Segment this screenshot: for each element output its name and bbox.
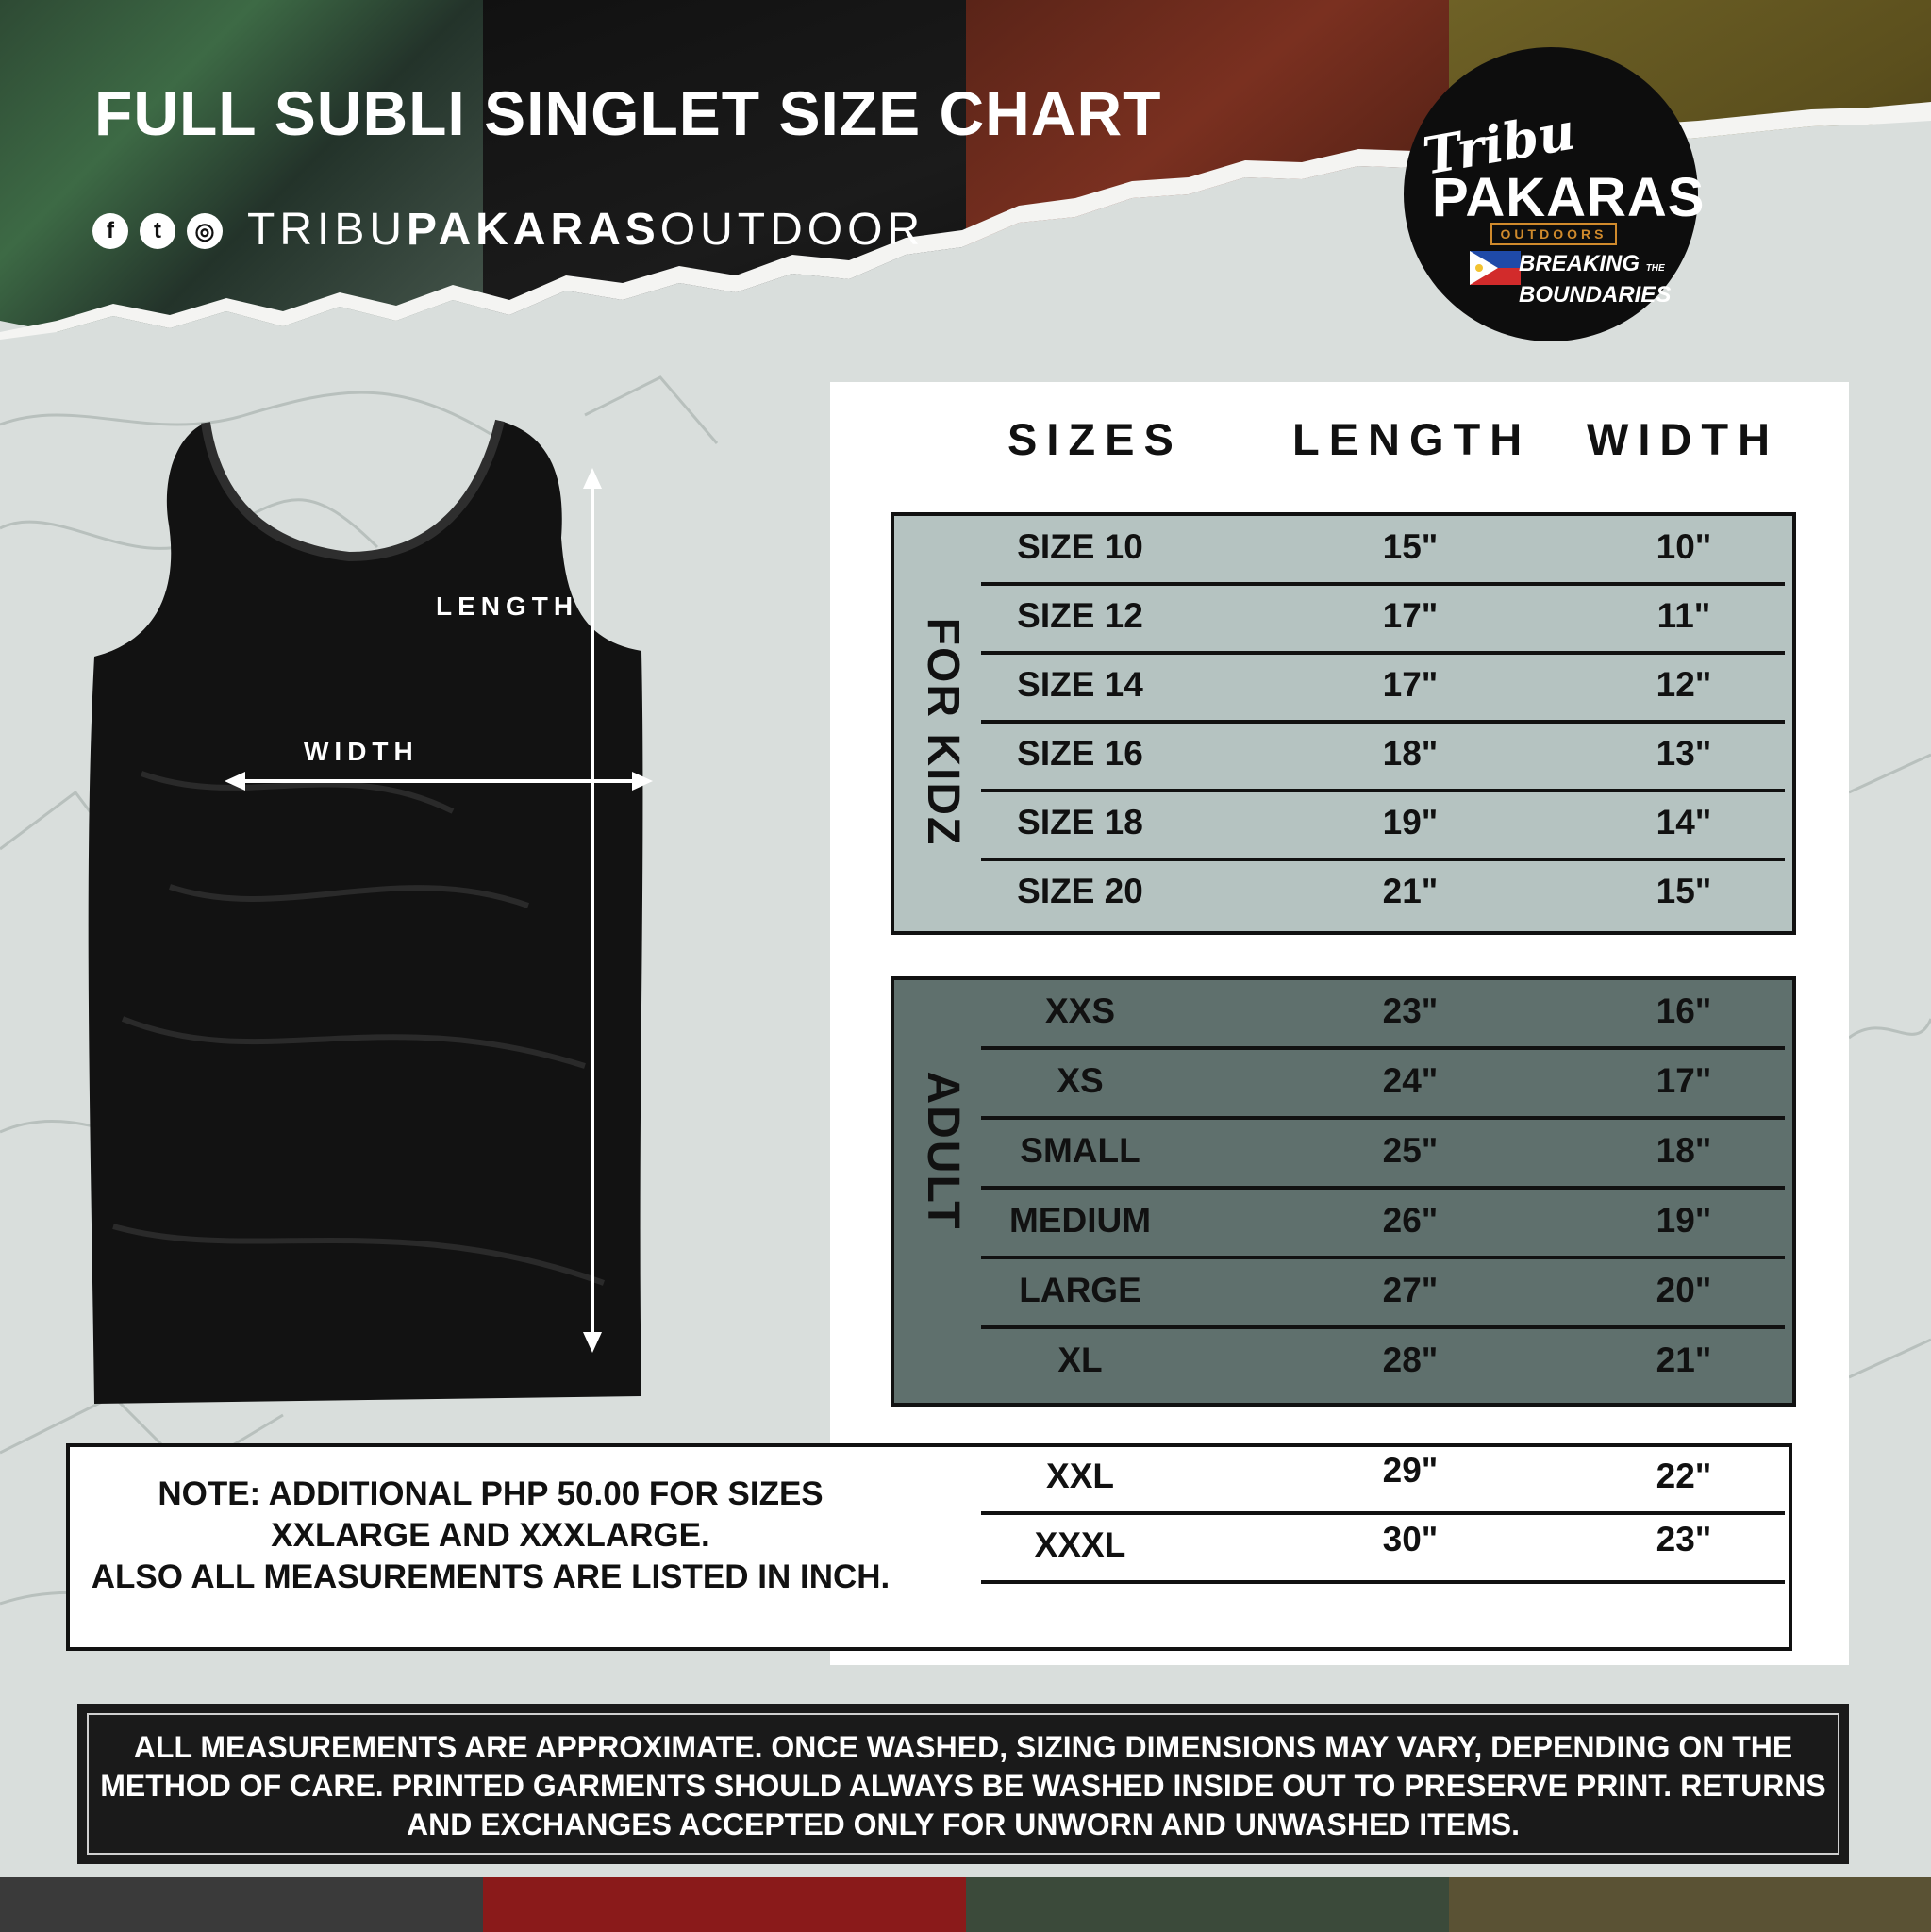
table-row: [981, 982, 1785, 1050]
column-header-width: WIDTH: [1587, 414, 1780, 464]
width-cell: 15": [1656, 872, 1712, 910]
social-icons: [92, 213, 223, 249]
size-cell: XS: [1057, 1061, 1104, 1100]
kidz-group-label: FOR KIDZ: [918, 617, 968, 847]
facebook-icon[interactable]: f: [92, 213, 128, 249]
size-cell: MEDIUM: [1008, 1201, 1152, 1240]
row-divider: [981, 1046, 1785, 1050]
length-label: LENGTH: [436, 591, 579, 621]
logo-script: Tribu: [1418, 100, 1580, 187]
size-cell: SIZE 12: [1017, 596, 1143, 635]
note-line-3: ALSO ALL MEASUREMENTS ARE LISTED IN INCH.: [91, 1558, 891, 1595]
size-cell: SIZE 10: [1017, 527, 1143, 566]
column-header-sizes: SIZES: [1007, 414, 1183, 464]
table-row: [981, 793, 1785, 861]
philippine-flag-icon: [1470, 251, 1521, 285]
row-divider: [981, 582, 1785, 586]
size-cell: XXL: [1046, 1457, 1114, 1495]
width-cell: 19": [1656, 1201, 1712, 1240]
width-cell: 10": [1656, 527, 1712, 566]
row-divider: [981, 1511, 1785, 1515]
length-cell: 26": [1382, 1201, 1439, 1240]
size-cell: SIZE 16: [1017, 734, 1143, 773]
brand-logo: [1404, 47, 1706, 341]
width-cell: 18": [1656, 1131, 1712, 1170]
length-cell: 25": [1382, 1131, 1439, 1170]
twitter-icon[interactable]: t: [140, 213, 175, 249]
row-divider: [981, 858, 1785, 861]
table-row: [981, 518, 1785, 586]
table-row: [981, 1191, 1785, 1259]
bottom-band-gray: [0, 1877, 483, 1932]
width-cell: 21": [1656, 1341, 1712, 1379]
width-cell: 12": [1656, 665, 1712, 704]
table-row: [981, 1052, 1785, 1120]
logo-tag-line2: BOUNDARIES: [1519, 282, 1672, 308]
table-row: [981, 656, 1785, 724]
table-row: [981, 1122, 1785, 1190]
size-cell: SMALL: [1020, 1131, 1140, 1170]
length-cell: 17": [1382, 596, 1439, 635]
length-cell: 28": [1382, 1341, 1439, 1379]
size-cell: LARGE: [1019, 1271, 1141, 1309]
row-divider: [981, 1116, 1785, 1120]
size-cell: SIZE 18: [1017, 803, 1143, 841]
row-divider: [981, 1256, 1785, 1259]
handle-post: OUTDOOR: [659, 205, 925, 255]
column-header-length: LENGTH: [1292, 414, 1532, 464]
bottom-band-olive: [1449, 1877, 1931, 1932]
bottom-decor-strip: [0, 1877, 1931, 1932]
table-row: [981, 1447, 1785, 1515]
table-row: [981, 1516, 1785, 1584]
table-row: [981, 587, 1785, 655]
size-cell: XXXL: [1034, 1525, 1126, 1564]
note-line-1: NOTE: ADDITIONAL PHP 50.00 FOR SIZES: [158, 1475, 824, 1512]
size-cell: SIZE 14: [1017, 665, 1143, 704]
handle-pre: TRIBU: [247, 205, 407, 255]
row-divider: [981, 789, 1785, 792]
social-handle: [247, 204, 924, 256]
disclaimer-text: ALL MEASUREMENTS ARE APPROXIMATE. ONCE WASHED, SIZING DIMENSIONS MAY VARY, DEPENDING ON THE METHOD OF CARE. PRINTED GARMENTS SHOULD ALWAYS BE WASHED INSIDE OUT TO PRESERVE PRINT. RETURNS AND EXCHANGES ACCEPTED ONLY FOR UNWORN AND UNWASHED ITEMS.: [100, 1730, 1826, 1841]
logo-tag-the: THE: [1645, 263, 1665, 274]
table-row: [981, 862, 1785, 930]
size-cell: XXS: [1044, 991, 1116, 1030]
width-cell: 14": [1656, 803, 1712, 841]
pricing-note: [75, 1474, 906, 1598]
adult-group-label: ADULT: [918, 1071, 968, 1231]
width-cell: 20": [1656, 1271, 1712, 1309]
length-cell: 19": [1382, 803, 1439, 841]
table-row: [981, 724, 1785, 792]
logo-name: PAKARAS: [1432, 167, 1706, 228]
length-cell: 24": [1382, 1061, 1439, 1100]
width-cell: 16": [1656, 991, 1712, 1030]
width-cell: 17": [1656, 1061, 1712, 1100]
table-row: [981, 1331, 1785, 1399]
logo-sub: OUTDOORS: [1490, 223, 1617, 245]
width-label: WIDTH: [304, 737, 419, 766]
length-cell: 18": [1382, 734, 1439, 773]
logo-tag-line1: BREAKING: [1519, 251, 1640, 276]
row-divider: [981, 1325, 1785, 1329]
handle-bold: PAKARAS: [407, 205, 660, 255]
care-disclaimer-box: [77, 1704, 1849, 1864]
row-divider: [981, 720, 1785, 724]
width-cell: 13": [1656, 734, 1712, 773]
width-cell: 11": [1656, 596, 1711, 635]
table-row: [981, 1261, 1785, 1329]
length-cell: 15": [1382, 527, 1439, 566]
singlet-illustration: [57, 415, 774, 1415]
instagram-icon[interactable]: ◎: [187, 213, 223, 249]
length-cell: 30": [1382, 1520, 1439, 1558]
size-cell: XL: [1057, 1341, 1103, 1379]
logo-tagline: [1519, 251, 1671, 308]
bottom-band-green: [966, 1877, 1449, 1932]
width-cell: 22": [1656, 1457, 1712, 1495]
length-cell: 27": [1382, 1271, 1439, 1309]
length-cell: 29": [1382, 1451, 1439, 1490]
bottom-band-red: [483, 1877, 966, 1932]
width-cell: 23": [1656, 1520, 1712, 1558]
length-cell: 23": [1382, 991, 1439, 1030]
row-divider: [981, 651, 1785, 655]
note-line-2: XXLARGE AND XXXLARGE.: [271, 1517, 710, 1554]
size-cell: SIZE 20: [1017, 872, 1143, 910]
length-cell: 21": [1382, 872, 1439, 910]
row-divider: [981, 1186, 1785, 1190]
length-cell: 17": [1382, 665, 1439, 704]
page-title: FULL SUBLI SINGLET SIZE CHART: [94, 78, 1162, 148]
row-divider: [981, 1580, 1785, 1584]
